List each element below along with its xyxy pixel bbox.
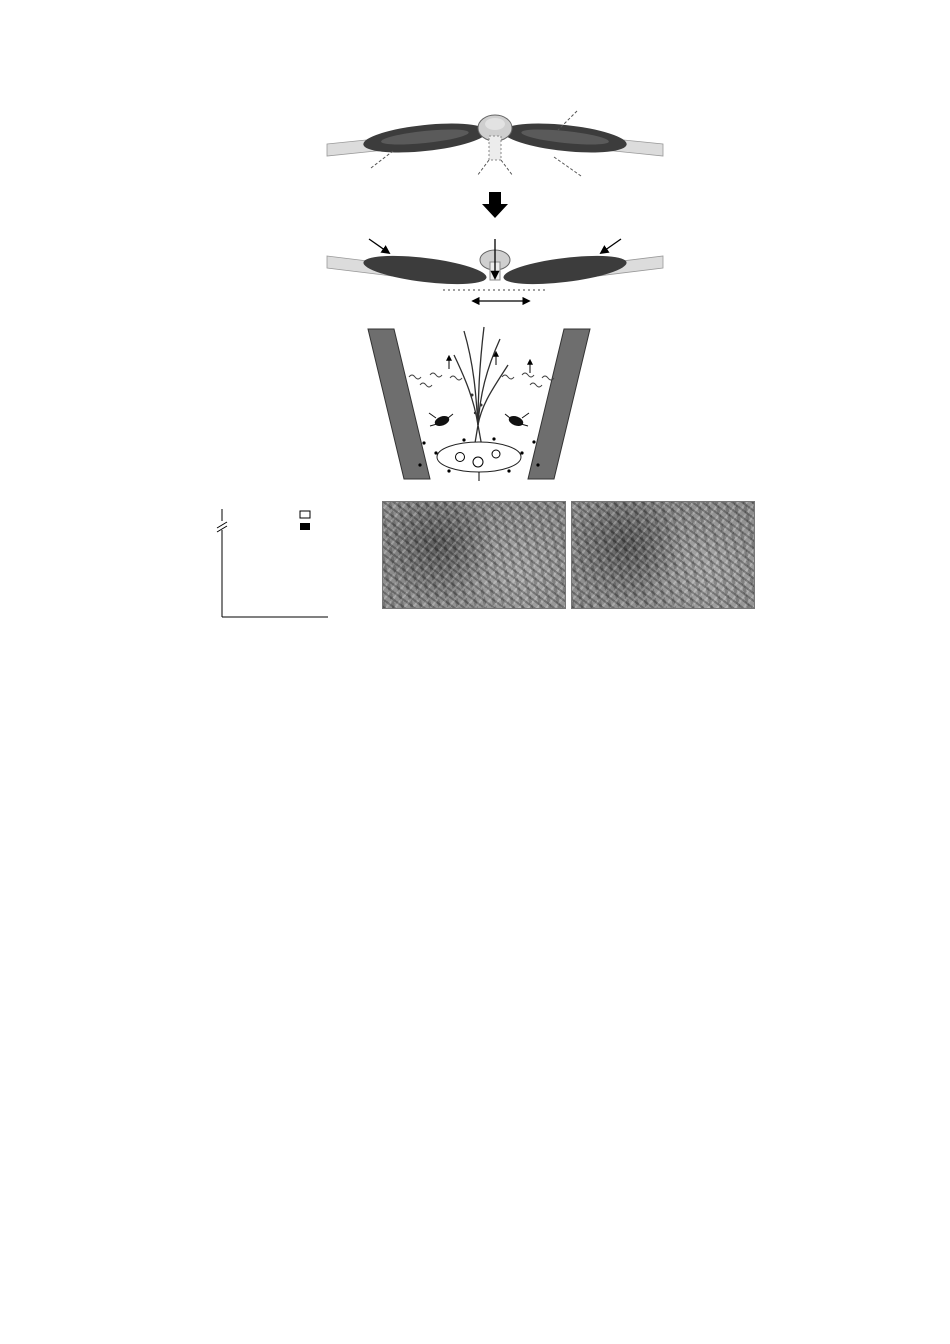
rice-plant (454, 327, 508, 449)
cap-top (485, 118, 505, 130)
em-panel-ko (571, 499, 755, 609)
paddy-diagram (354, 325, 604, 483)
central-pore (489, 136, 501, 160)
em-panel-wt (382, 499, 566, 609)
pond-wall-left (368, 329, 430, 479)
figure-1-chart (178, 499, 356, 645)
question-6-figures (178, 499, 850, 645)
legend-division-swatch (300, 523, 310, 530)
pore-leader-right (501, 160, 513, 176)
bar-chart (180, 499, 355, 637)
force-left-arrow (369, 239, 389, 253)
membrane-leader (371, 151, 393, 168)
figure-2-em (382, 499, 755, 610)
crayfish-right (505, 413, 529, 427)
beam-leader (554, 157, 581, 176)
em-image-ko (571, 501, 755, 609)
pore-leader-left (477, 160, 489, 176)
paddy-figure (354, 325, 604, 490)
blade-left-bottom (362, 251, 488, 290)
down-arrow (482, 192, 508, 218)
em-image-wt (382, 501, 566, 609)
force-right-arrow (601, 239, 621, 253)
piezo-diagram (325, 84, 665, 312)
water-waves (409, 373, 554, 387)
piezo-figure (325, 84, 665, 319)
pond-wall-right (528, 329, 590, 479)
blade-right-bottom (502, 251, 628, 290)
legend-interphase-swatch (300, 511, 310, 518)
crayfish-left (429, 413, 453, 427)
